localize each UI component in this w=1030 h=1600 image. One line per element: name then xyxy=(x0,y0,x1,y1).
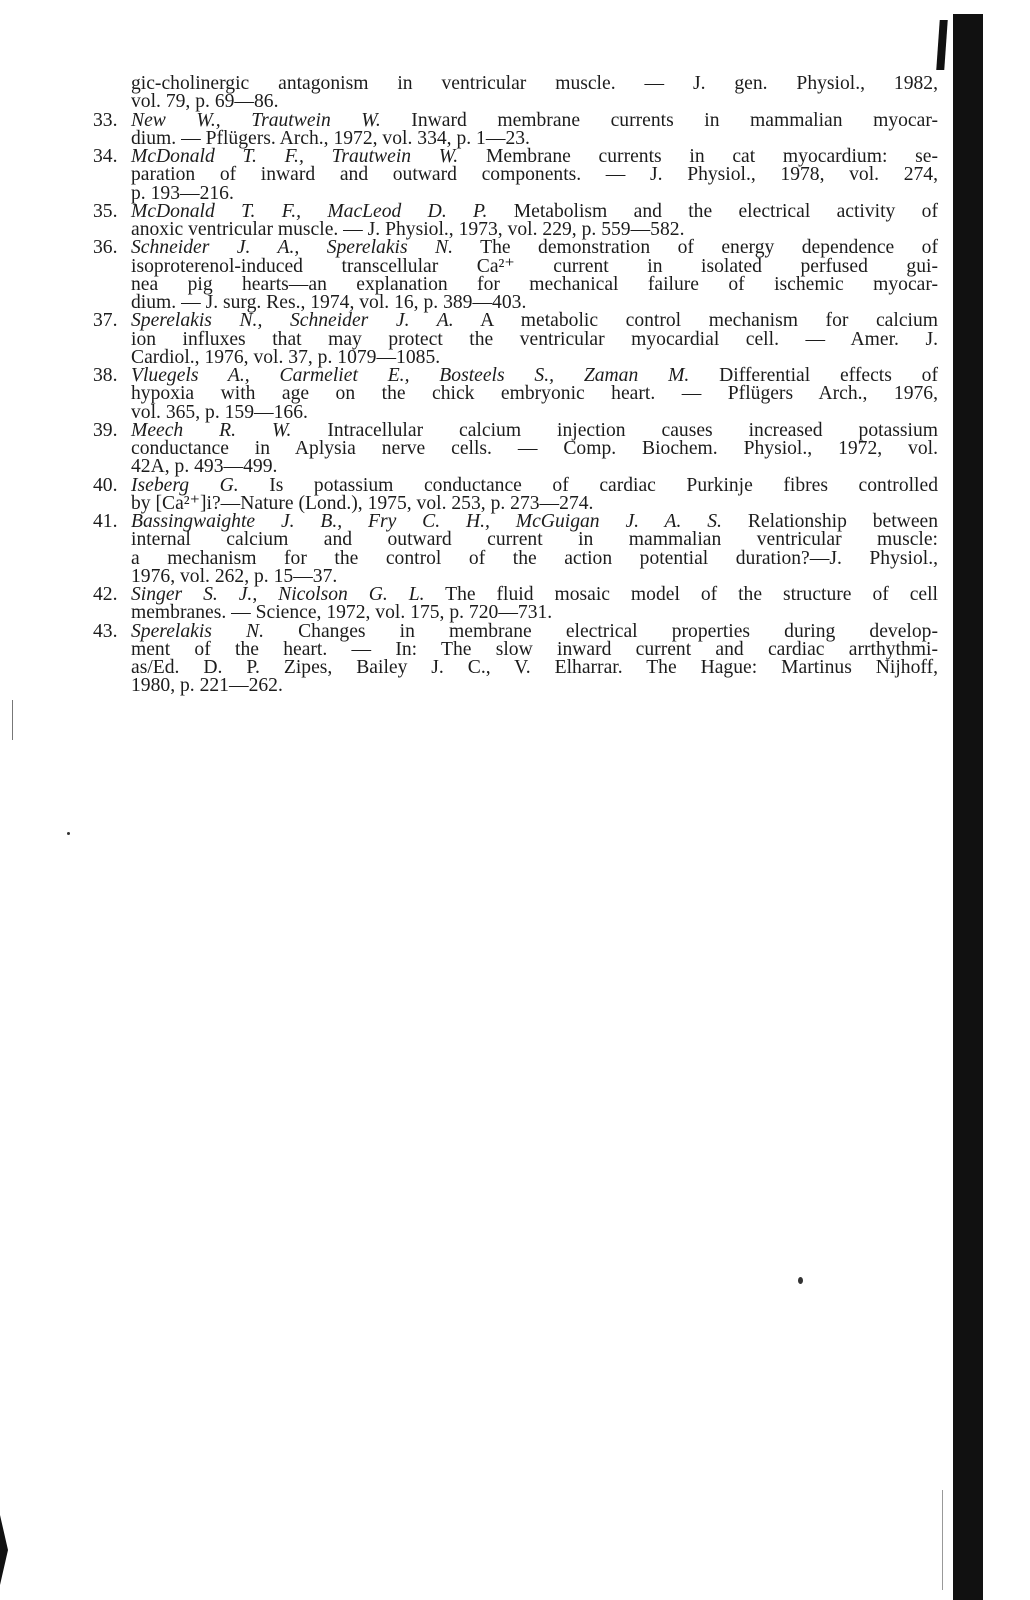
ref-line: McDonald T. F., MacLeod D. P. Metabolism and the electrical activity of xyxy=(131,200,938,222)
ref-number: 35. xyxy=(93,200,118,222)
ref-line: Sperelakis N. Changes in membrane electrical properties during develop- xyxy=(131,620,938,642)
ref-authors: Meech R. W. xyxy=(131,419,292,441)
ref-line: McDonald T. F., Trautwein W. Membrane currents in cat myocardium: se- xyxy=(131,146,938,167)
ref-number: 36. xyxy=(93,237,118,259)
reference-43 xyxy=(93,620,938,697)
reference-33 xyxy=(93,109,938,149)
ref-line: vol. 79, p. 69—86. xyxy=(131,91,279,113)
ref-number: 39. xyxy=(93,419,118,441)
ref-line: ion influxes that may protect the ventricular myocardial cell. — Amer. J. xyxy=(131,328,938,350)
ref-line: 1976, vol. 262, p. 15—37. xyxy=(131,565,338,587)
ref-line: a mechanism for the control of the action potential duration?—J. Physiol., xyxy=(131,547,938,569)
ref-line: 42A, p. 493—499. xyxy=(131,456,278,478)
ref-line: membranes. — Science, 1972, vol. 175, p. 720—731. xyxy=(131,602,553,624)
speck-1 xyxy=(798,1277,803,1284)
ref-line: dium. — Pflügers. Arch., 1972, vol. 334, p. 1—23. xyxy=(131,127,530,149)
ref-line: paration of inward and outward components. — J. Physiol., 1978, vol. 274, xyxy=(131,164,938,186)
ref-number: 43. xyxy=(93,620,118,642)
ref-line: Sperelakis N., Schneider J. A. A metabolic control mechanism for calcium xyxy=(131,310,938,332)
ref-line: Bassingwaighte J. B., Fry C. H., McGuigan J. A. S. Relationship between xyxy=(131,511,939,532)
reference-41 xyxy=(93,513,938,586)
ref-line: nea pig hearts—an explanation for mechanical failure of ischemic myocar- xyxy=(131,273,938,295)
ref-line: Cardiol., 1976, vol. 37, p. 1079—1085. xyxy=(131,346,441,368)
ref-number: 33. xyxy=(93,109,118,131)
reference-37 xyxy=(93,312,938,367)
ref-line: ment of the heart. — In: The slow inward current and cardiac arrthythmi- xyxy=(131,638,938,660)
ref-number: 34. xyxy=(93,146,118,167)
ref-authors: McDonald T. F., MacLeod D. P. xyxy=(131,200,488,222)
reference-35 xyxy=(93,200,938,240)
ref-line: by [Ca²⁺]i?—Nature (Lond.), 1975, vol. 253, p. 273—274. xyxy=(131,492,594,514)
reference-39 xyxy=(93,419,938,478)
ref-line: 1980, p. 221—262. xyxy=(131,675,283,697)
ref-line: as/Ed. D. P. Zipes, Bailey J. C., V. Elharrar. The Hague: Martinus Nijhoff, xyxy=(131,657,938,678)
reference-list xyxy=(93,75,938,696)
ref-line: p. 193—216. xyxy=(131,182,234,204)
ref-line: isoproterenol-induced transcellular Ca²⁺ current in isolated perfused gui- xyxy=(131,255,938,277)
ref-line: Singer S. J., Nicolson G. L. The fluid mosaic model of the structure of cell xyxy=(131,584,938,605)
ref-line: hypoxia with age on the chick embryonic heart. — Pflügers Arch., 1976, xyxy=(131,383,938,405)
ref-authors: Iseberg G. xyxy=(131,474,239,496)
ref-line: Meech R. W. Intracellular calcium injection causes increased potassium xyxy=(131,419,938,441)
reference-continuation xyxy=(93,75,938,112)
ref-authors: McDonald T. F., Trautwein W. xyxy=(131,146,459,167)
ref-line: Vluegels A., Carmeliet E., Bosteels S., Zaman M. Differential effects of xyxy=(131,365,938,386)
ref-authors: Singer S. J., Nicolson G. L. xyxy=(131,584,425,605)
ref-authors: Sperelakis N., Schneider J. A. xyxy=(131,310,454,332)
ref-authors: Sperelakis N. xyxy=(131,620,264,642)
reference-36 xyxy=(93,239,938,312)
ref-number: 40. xyxy=(93,474,118,496)
ref-line: conductance in Aplysia nerve cells. — Comp. Biochem. Physiol., 1972, vol. xyxy=(131,438,938,459)
bottom-left-edge-mark xyxy=(0,1515,8,1585)
top-edge-mark xyxy=(936,20,947,70)
ref-number: 38. xyxy=(93,365,118,386)
ref-line: Schneider J. A., Sperelakis N. The demonstration of energy dependence of xyxy=(131,237,938,259)
binding-shadow xyxy=(953,14,983,1600)
reference-42 xyxy=(93,586,938,623)
speck-2 xyxy=(67,832,70,835)
ref-line: gic-cholinergic antagonism in ventricular muscle. — J. gen. Physiol., 1982, xyxy=(131,73,938,94)
ref-line: internal calcium and outward current in mammalian ventricular muscle: xyxy=(131,529,938,551)
reference-34 xyxy=(93,148,938,203)
ref-authors: Schneider J. A., Sperelakis N. xyxy=(131,237,454,259)
ref-line: Iseberg G. Is potassium conductance of cardiac Purkinje fibres controlled xyxy=(131,474,938,496)
ref-line: anoxic ventricular muscle. — J. Physiol., 1973, vol. 229, p. 559—582. xyxy=(131,219,685,240)
ref-line: vol. 365, p. 159—166. xyxy=(131,401,308,423)
ref-line: dium. — J. surg. Res., 1974, vol. 16, p. 389—403. xyxy=(131,292,527,313)
ref-authors: Vluegels A., Carmeliet E., Bosteels S., Zaman M. xyxy=(131,365,690,386)
scan-line-left xyxy=(12,700,13,740)
ref-authors: New W., Trautwein W. xyxy=(131,109,381,131)
ref-number: 37. xyxy=(93,310,118,332)
scan-line-right xyxy=(942,1490,943,1590)
ref-authors: Bassingwaighte J. B., Fry C. H., McGuigan J. A. S. xyxy=(131,511,722,532)
reference-38 xyxy=(93,367,938,422)
ref-number: 41. xyxy=(93,511,118,532)
ref-number: 42. xyxy=(93,584,118,605)
reference-40 xyxy=(93,474,938,514)
ref-line: New W., Trautwein W. Inward membrane currents in mammalian myocar- xyxy=(131,109,938,131)
